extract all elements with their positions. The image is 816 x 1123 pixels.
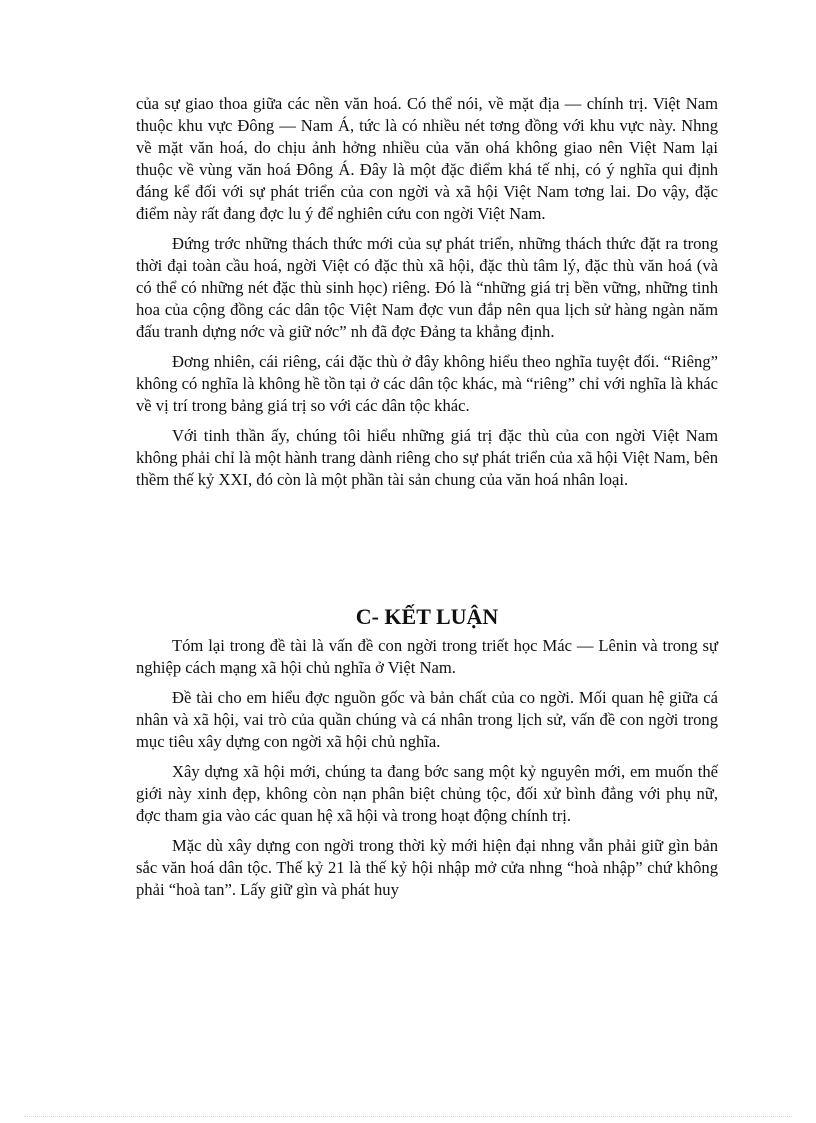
- paragraph-new-society: Xây dựng xã hội mới, chúng ta đang bớc sang một kỷ nguyên mới, em muốn thế giới này xinh đẹp, không còn nạn phân biệt chủng tộc, đối xử bình đẳng với phụ nữ, đợc tham gia vào các quan hệ xã hội và trong hoạt động chính trị.: [136, 762, 718, 825]
- document-page: [136, 93, 718, 909]
- paragraph-spirit: Với tinh thần ấy, chúng tôi hiểu những giá trị đặc thù của con ngời Việt Nam không phải chỉ là một hành trang dành riêng cho sự phát triển của xã hội Việt Nam, bên thềm thế kỷ XXI, đó còn là một phần tài sản chung của văn hoá nhân loại.: [136, 426, 718, 489]
- paragraph-specificity: Đơng nhiên, cái riêng, cái đặc thù ở đây không hiểu theo nghĩa tuyệt đối. “Riêng” không có nghĩa là không hề tồn tại ở các dân tộc khác, mà “riêng” chỉ với nghĩa là khác về vị trí trong bảng giá trị so với các dân tộc khác.: [136, 352, 718, 415]
- paragraph-challenges: Đứng trớc những thách thức mới của sự phát triển, những thách thức đặt ra trong thời đại toàn cầu hoá, ngời Việt có đặc thù xã hội, đặc thù tâm lý, đặc thù văn hoá (và có thể có những nét đặc thù sinh học) riêng. Đó là “những giá trị bền vững, những tinh hoa của cộng đồng các dân tộc Việt Nam đợc vun đắp nên qua lịch sử hàng ngàn năm đấu tranh dựng nớc và giữ nớc” nh đã đợc Đảng ta khẳng định.: [136, 234, 718, 341]
- paragraph-preserve-identity: Mặc dù xây dựng con ngời trong thời kỳ mới hiện đại nhng vẫn phải giữ gìn bản sắc văn hoá dân tộc. Thế kỷ 21 là thế kỷ hội nhập mở cửa nhng “hoà nhập” chứ không phải “hoà tan”. Lấy giữ gìn và phát huy: [136, 836, 718, 899]
- conclusion-heading: C- KẾT LUẬN: [355, 604, 499, 629]
- section-spacer: [136, 499, 718, 603]
- page-bottom-rule: [24, 1116, 792, 1117]
- paragraph-understanding: Đề tài cho em hiểu đợc nguồn gốc và bản chất của co ngời. Mối quan hệ giữa cá nhân và xã hội, vai trò của quần chúng và cá nhân trong lịch sử, vấn đề con ngời trong mục tiêu xây dựng con ngời xã hội chủ nghĩa.: [136, 688, 718, 751]
- paragraph-summary: Tóm lại trong đề tài là vấn đề con ngời trong triết học Mác — Lênin và trong sự nghiệp cách mạng xã hội chủ nghĩa ở Việt Nam.: [136, 636, 718, 677]
- paragraph-cultural-intersection: của sự giao thoa giữa các nền văn hoá. Có thể nói, về mặt địa — chính trị. Việt Nam thuộc khu vực Đông — Nam Á, tức là có nhiều nét tơng đồng với khu vực này. Nhng về mặt văn hoá, do chịu ảnh hởng nhiều của văn ohá không giao nên Việt Nam lại thuộc về vùng văn hoá Đông Á. Đây là một đặc điểm khá tế nhị, có ý nghĩa qui định đáng kể đối với sự phát triển của con ngời và xã hội Việt Nam tơng lai. Do vậy, đặc điểm này rất đang đợc lu ý để nghiên cứu con ngời Việt Nam.: [136, 94, 718, 223]
